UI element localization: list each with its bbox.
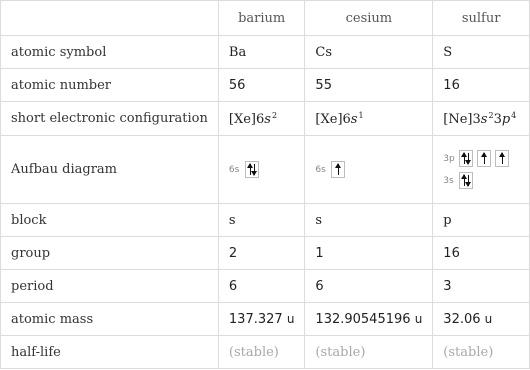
barium-aufbau-diagram — [218, 136, 305, 204]
column-header-cesium: cesium — [305, 1, 433, 36]
orbital-box — [495, 150, 509, 167]
orbital-box — [459, 150, 473, 167]
column-header-sulfur: sulfur — [433, 1, 530, 36]
table-row-aufbau-diagram — [1, 136, 530, 204]
table-row-period — [1, 270, 530, 303]
row-label: atomic mass — [1, 303, 219, 336]
table-row-atomic-symbol — [1, 36, 530, 69]
sulfur-group: 16 — [433, 237, 530, 270]
spin-down-arrow-icon — [468, 175, 469, 186]
sulfur-atomic-symbol: S — [433, 36, 530, 69]
barium-period: 6 — [218, 270, 305, 303]
cesium-aufbau-diagram — [305, 136, 433, 204]
barium-block: s — [218, 204, 305, 237]
sulfur-atomic-mass — [433, 303, 530, 336]
row-label: period — [1, 270, 219, 303]
cesium-atomic-number: 55 — [305, 69, 433, 102]
sulfur-block: p — [433, 204, 530, 237]
sulfur-period: 3 — [433, 270, 530, 303]
barium-half-life: (stable) — [218, 336, 305, 369]
table-row-half-life — [1, 336, 530, 369]
orbital-label: 6s — [315, 164, 326, 175]
config-subshell: s — [350, 111, 358, 127]
spin-up-arrow-icon — [484, 153, 485, 164]
mass-unit: u — [286, 311, 295, 326]
orbital-label: 3s — [443, 175, 454, 186]
header-row — [1, 1, 530, 36]
mass-value: 132.90545196 — [315, 311, 411, 327]
orbital-line — [229, 159, 295, 181]
row-label: Aufbau diagram — [1, 136, 219, 204]
sulfur-aufbau-diagram — [433, 136, 530, 204]
barium-atomic-symbol: Ba — [218, 36, 305, 69]
config-subshell: s — [264, 111, 271, 127]
config-electrons: 2 — [271, 110, 278, 120]
mass-value: 32.06 — [443, 311, 481, 327]
mass-unit: u — [414, 311, 423, 326]
orbital-line — [443, 170, 519, 192]
config-subshell: s — [480, 111, 488, 127]
table-row-electronic-configuration — [1, 102, 530, 136]
cesium-atomic-mass — [305, 303, 433, 336]
sulfur-half-life: (stable) — [433, 336, 530, 369]
orbital-label: 6s — [228, 164, 240, 175]
spin-down-arrow-icon — [254, 164, 255, 175]
spin-up-arrow-icon — [502, 153, 503, 164]
cesium-half-life: (stable) — [305, 336, 433, 369]
row-label: block — [1, 204, 219, 237]
config-shell: 6 — [342, 111, 351, 127]
row-label: half-life — [1, 336, 219, 369]
table-row-group — [1, 237, 530, 270]
orbital-line — [443, 148, 519, 170]
config-shell: 6 — [256, 111, 265, 127]
orbital-box — [245, 161, 259, 178]
orbital-label: 3p — [443, 153, 455, 164]
cesium-block: s — [305, 204, 433, 237]
mass-value: 137.327 — [228, 311, 283, 327]
barium-atomic-mass — [218, 303, 305, 336]
sulfur-configuration — [433, 102, 530, 136]
barium-atomic-number: 56 — [218, 69, 305, 102]
column-header-barium: barium — [218, 1, 305, 36]
orbital-box — [331, 161, 345, 178]
spin-up-arrow-icon — [338, 164, 339, 175]
cesium-group: 1 — [305, 237, 433, 270]
orbital-box — [477, 150, 491, 167]
spin-down-arrow-icon — [468, 153, 469, 164]
config-core: [Xe] — [228, 111, 256, 127]
orbital-box — [459, 172, 473, 189]
config-shell: 3 — [493, 111, 502, 127]
barium-group: 2 — [218, 237, 305, 270]
config-core: [Ne] — [443, 111, 473, 127]
table-row-atomic-mass — [1, 303, 530, 336]
config-electrons: 4 — [511, 110, 517, 120]
table-row-atomic-number — [1, 69, 530, 102]
config-shell: 3 — [472, 111, 481, 127]
cesium-configuration — [305, 102, 433, 136]
sulfur-atomic-number: 16 — [433, 69, 530, 102]
cesium-atomic-symbol: Cs — [305, 36, 433, 69]
orbital-line — [315, 159, 422, 181]
config-core: [Xe] — [315, 111, 343, 127]
mass-unit: u — [484, 311, 493, 326]
cesium-period: 6 — [305, 270, 433, 303]
corner-cell — [1, 1, 219, 36]
row-label: atomic number — [1, 69, 219, 102]
row-label: group — [1, 237, 219, 270]
barium-configuration — [218, 102, 305, 136]
config-electrons: 2 — [488, 110, 494, 120]
config-electrons: 1 — [358, 110, 364, 120]
row-label: short electronic configuration — [1, 102, 219, 136]
config-subshell: p — [501, 111, 511, 127]
table-row-block — [1, 204, 530, 237]
row-label: atomic symbol — [1, 36, 219, 69]
